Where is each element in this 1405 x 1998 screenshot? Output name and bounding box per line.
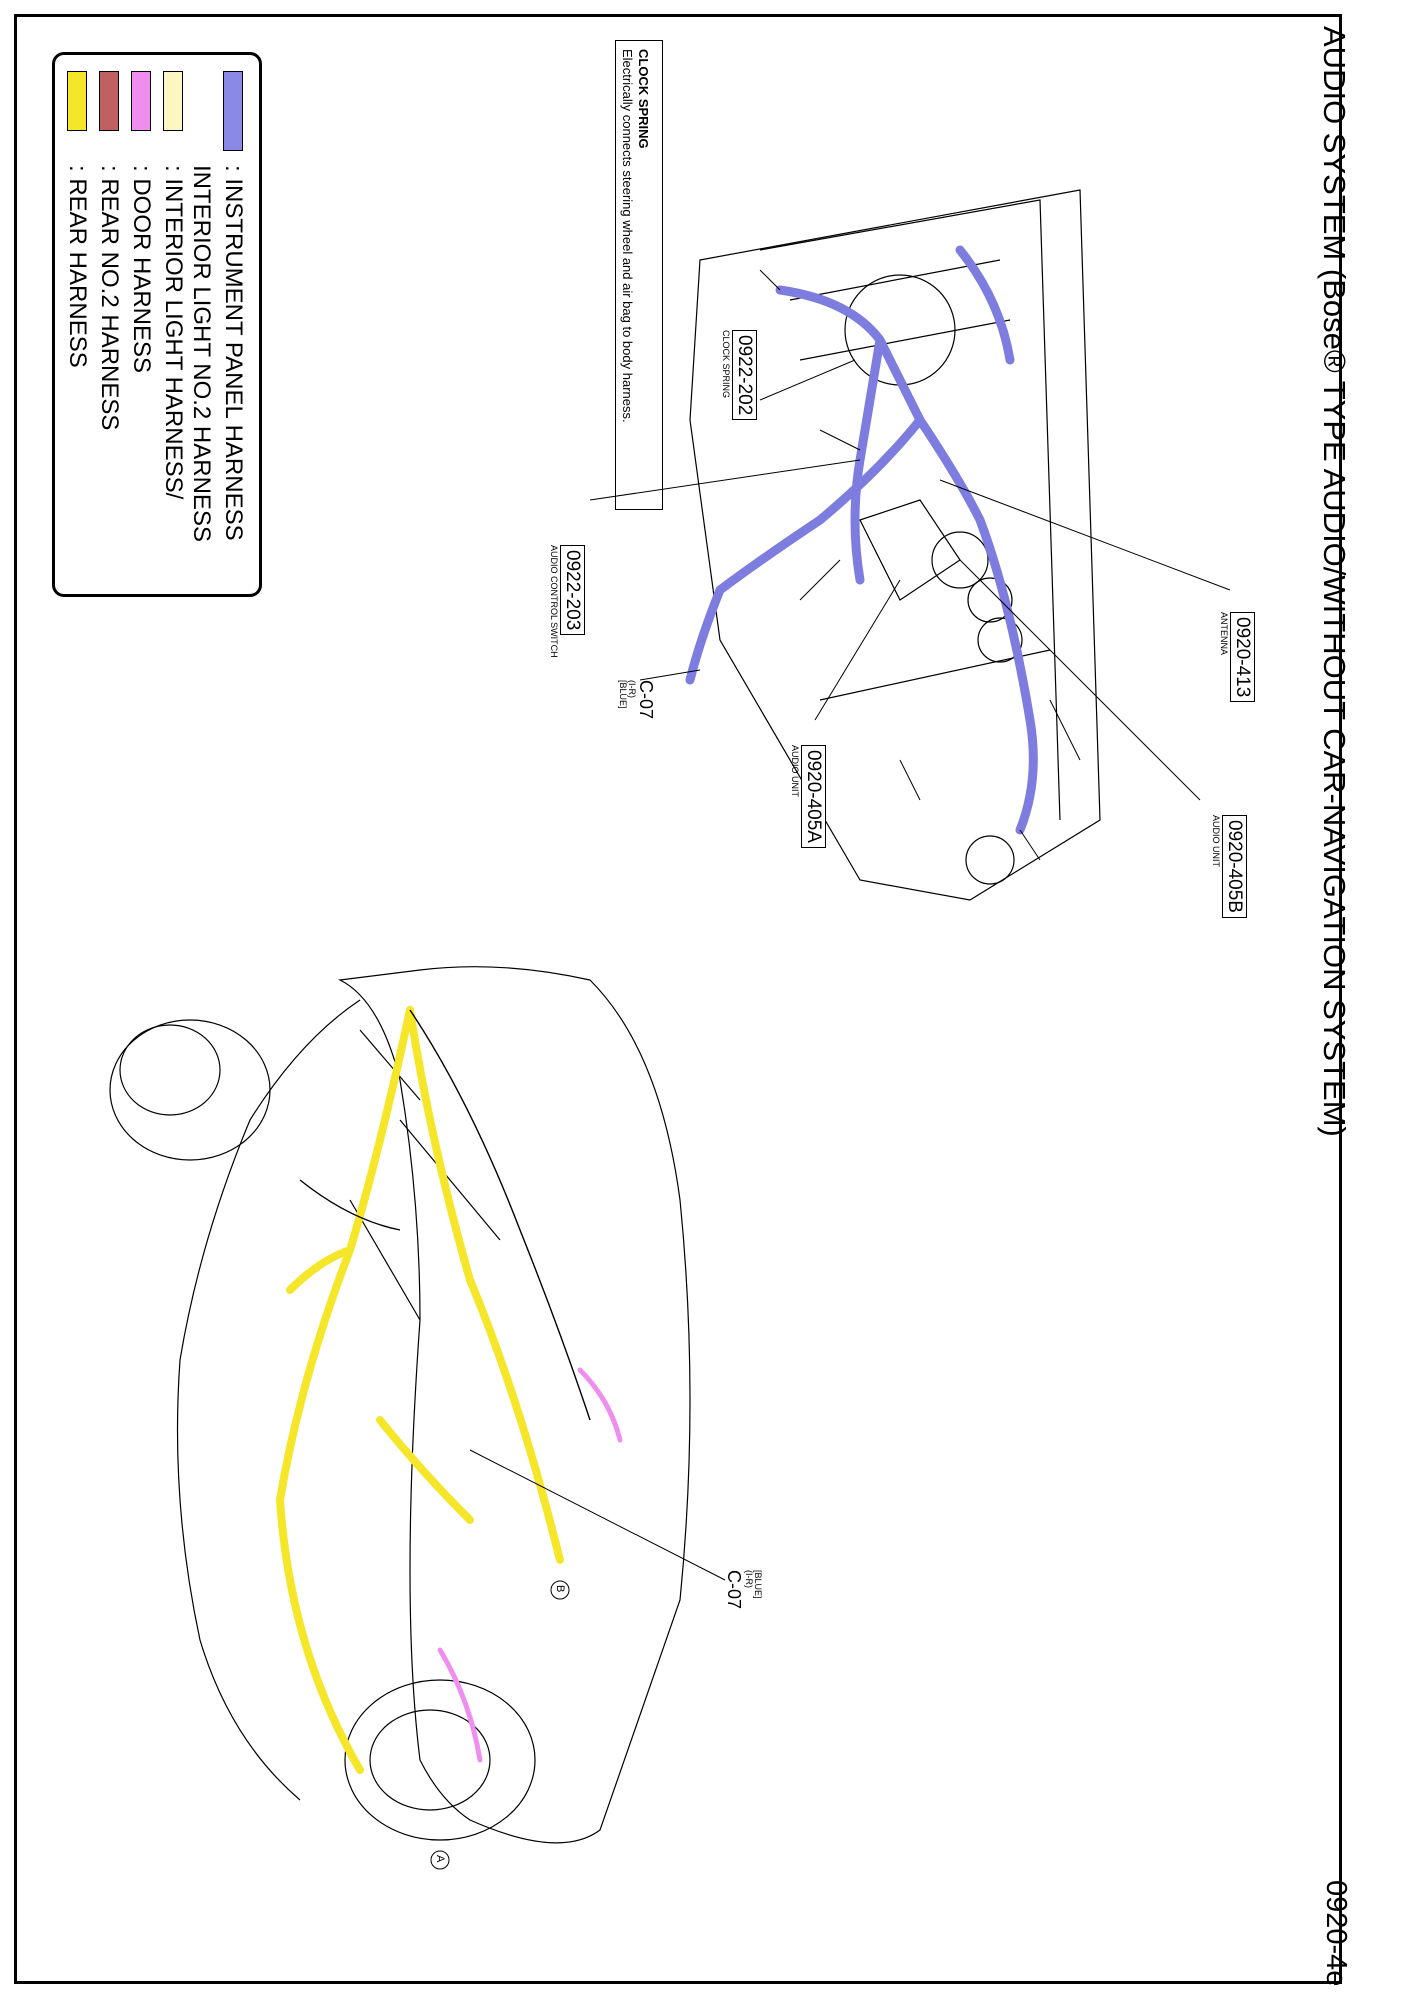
rear-no2-harness-route (300, 1010, 590, 1420)
callout-0920-413 (1219, 612, 1255, 702)
legend-label-rear-harness: : REAR HARNESS (64, 165, 91, 368)
callout-desc: AUDIO UNIT (790, 745, 800, 798)
callout-code: 0922-203 (560, 545, 585, 635)
page-title: AUDIO SYSTEM (Bose® TYPE AUDIO/WITHOUT CAR-NAVIGATION SYSTEM) (1317, 26, 1352, 1137)
legend-label-instrument-panel-harness: : INSTRUMENT PANEL HARNESS (220, 165, 247, 541)
vehicle-body-outline (110, 967, 690, 1843)
connector-pins: (I-R) (627, 680, 638, 698)
callout-code: 0920-413 (1230, 612, 1255, 702)
door-harness-route (440, 1370, 620, 1760)
connector-id: C-07 (636, 680, 656, 720)
callout-desc: AUDIO CONTROL SWITCH (549, 545, 559, 658)
instrument-panel-outline (690, 190, 1100, 900)
callout-desc: ANTENNA (1219, 612, 1229, 656)
clock-spring-description: Electrically connects steering wheel and air bag to body harness. (620, 49, 635, 423)
connector-id: C-07 (724, 1570, 745, 1610)
clock-spring-heading: CLOCK SPRING (636, 49, 651, 149)
connector-pins: (I-R) (743, 1570, 754, 1588)
connector-c07-bottom (724, 1570, 762, 1609)
rear-harness-route (280, 1010, 560, 1770)
marker-a: A (434, 1855, 446, 1863)
callout-desc: CLOCK SPRING (721, 330, 731, 399)
callout-code: 0920-405B (1222, 815, 1247, 918)
callout-0920-405a (790, 745, 826, 848)
legend-label-interior-light-no2-harness: INTERIOR LIGHT NO.2 HARNESS (188, 165, 215, 542)
legend-label-rear-no2-harness: : REAR NO.2 HARNESS (96, 165, 123, 431)
connector-color: [BLUE] (753, 1570, 763, 1599)
callout-0922-203 (549, 545, 585, 658)
connector-c07-top (617, 680, 655, 719)
callout-leaders (470, 360, 1230, 1580)
marker-b: B (554, 1585, 566, 1593)
legend-label-door-harness: : DOOR HARNESS (128, 165, 155, 374)
page-number: 0920-4e (1320, 1880, 1352, 1987)
callout-code: 0920-405A (801, 745, 826, 848)
callout-0920-405b (1211, 815, 1247, 918)
callout-code: 0922-202 (732, 330, 757, 420)
callout-0922-202 (721, 330, 757, 420)
legend-label-interior-light-harness: : INTERIOR LIGHT HARNESS/ (160, 165, 187, 500)
callout-desc: AUDIO UNIT (1211, 815, 1221, 868)
connector-color: [BLUE] (617, 680, 628, 709)
